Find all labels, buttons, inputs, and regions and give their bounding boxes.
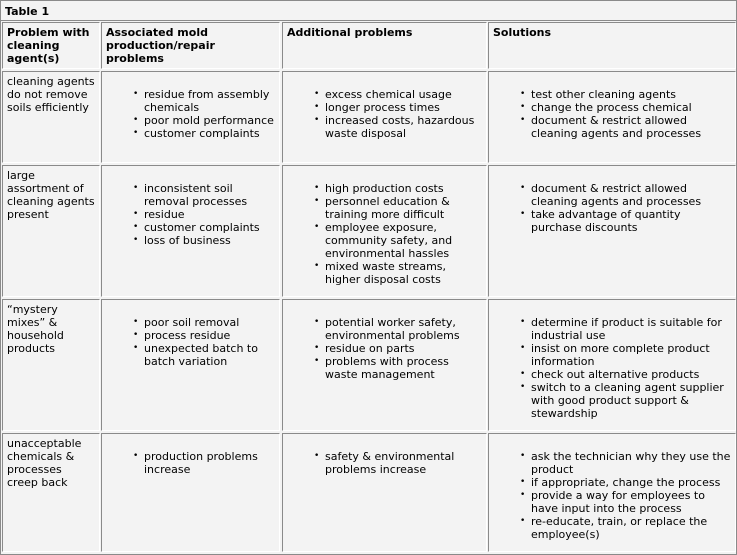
- list-item-text: potential worker safety, environmental problems: [325, 316, 460, 342]
- list-item: [493, 316, 731, 342]
- bullet-icon: •: [314, 451, 320, 461]
- bullet-icon: •: [133, 343, 139, 353]
- associated-cell: [101, 71, 280, 163]
- problem-cell: cleaning agents do not remove soils efficiently: [2, 71, 100, 163]
- additional-cell: [282, 165, 487, 297]
- list-item: [106, 221, 275, 234]
- list-item: [493, 515, 731, 541]
- list-item-text: provide a way for employees to have input into the process: [531, 489, 705, 515]
- problem-cell: unacceptable chemicals & processes creep back: [2, 433, 100, 552]
- list-item: [493, 489, 731, 515]
- bullet-icon: •: [133, 115, 139, 125]
- list-item: [106, 450, 275, 476]
- bullet-icon: •: [520, 115, 526, 125]
- list-item-text: loss of business: [144, 234, 231, 247]
- bullet-icon: •: [520, 382, 526, 392]
- list-item-text: insist on more complete product information: [531, 342, 710, 368]
- associated-cell: [101, 433, 280, 552]
- list-item: [287, 316, 482, 342]
- associated-list: [106, 169, 275, 247]
- header-problem: Problem with cleaning agent(s): [2, 22, 100, 69]
- additional-cell: [282, 433, 487, 552]
- bullet-icon: •: [520, 477, 526, 487]
- bullet-icon: •: [133, 317, 139, 327]
- list-item-text: document & restrict allowed cleaning agents and processes: [531, 114, 702, 140]
- associated-cell: [101, 299, 280, 431]
- bullet-icon: •: [314, 261, 320, 271]
- list-item: [106, 316, 275, 329]
- list-item-text: ask the technician why they use the product: [531, 450, 731, 476]
- list-item: [106, 182, 275, 208]
- list-item-text: re-educate, train, or replace the employee(s): [531, 515, 708, 541]
- bullet-icon: •: [133, 330, 139, 340]
- bullet-icon: •: [133, 183, 139, 193]
- solutions-cell: [488, 299, 736, 431]
- bullet-icon: •: [314, 222, 320, 232]
- list-item: [106, 88, 275, 114]
- list-item: [287, 101, 482, 114]
- list-item: [493, 114, 731, 140]
- table-caption: Table 1: [5, 5, 50, 18]
- solutions-cell: [488, 433, 736, 552]
- problem-cell: “mystery mixes” & household products: [2, 299, 100, 431]
- list-item: [287, 221, 482, 260]
- solutions-cell: [488, 165, 736, 297]
- header-associated: Associated mold production/repair problems: [101, 22, 280, 69]
- associated-list: [106, 303, 275, 368]
- bullet-icon: •: [314, 356, 320, 366]
- list-item: [493, 381, 731, 420]
- list-item-text: safety & environmental problems increase: [325, 450, 455, 476]
- bullet-icon: •: [133, 451, 139, 461]
- list-item: [287, 260, 482, 286]
- list-item: [493, 182, 731, 208]
- header-additional: Additional problems: [282, 22, 487, 69]
- list-item: [493, 208, 731, 234]
- solutions-list: [493, 75, 731, 140]
- header-solutions: Solutions: [488, 22, 736, 69]
- additional-list: [287, 303, 482, 381]
- solutions-list: [493, 303, 731, 420]
- additional-cell: [282, 299, 487, 431]
- list-item-text: switch to a cleaning agent supplier with good product support & stewardship: [531, 381, 724, 420]
- list-item-text: determine if product is suitable for industrial use: [531, 316, 722, 342]
- solutions-cell: [488, 71, 736, 163]
- problem-cell: large assortment of cleaning agents present: [2, 165, 100, 297]
- list-item: [106, 208, 275, 221]
- list-item-text: longer process times: [325, 101, 440, 114]
- bullet-icon: •: [520, 317, 526, 327]
- list-item: [493, 450, 731, 476]
- list-item-text: residue from assembly chemicals: [144, 88, 270, 114]
- list-item-text: unexpected batch to batch variation: [144, 342, 258, 368]
- bullet-icon: •: [520, 369, 526, 379]
- bullet-icon: •: [133, 128, 139, 138]
- solutions-list: [493, 437, 731, 541]
- list-item: [287, 182, 482, 195]
- list-item: [493, 88, 731, 101]
- bullet-icon: •: [314, 115, 320, 125]
- list-item-text: high production costs: [325, 182, 444, 195]
- list-item-text: residue on parts: [325, 342, 415, 355]
- bullet-icon: •: [520, 451, 526, 461]
- list-item-text: change the process chemical: [531, 101, 692, 114]
- list-item-text: customer complaints: [144, 221, 260, 234]
- bullet-icon: •: [133, 89, 139, 99]
- associated-cell: [101, 165, 280, 297]
- list-item: [287, 355, 482, 381]
- additional-list: [287, 75, 482, 140]
- list-item: [106, 234, 275, 247]
- bullet-icon: •: [314, 183, 320, 193]
- bullet-icon: •: [133, 235, 139, 245]
- bullet-icon: •: [133, 209, 139, 219]
- list-item: [493, 101, 731, 114]
- bullet-icon: •: [314, 317, 320, 327]
- list-item: [287, 342, 482, 355]
- list-item-text: take advantage of quantity purchase discounts: [531, 208, 681, 234]
- list-item-text: problems with process waste management: [325, 355, 449, 381]
- bullet-icon: •: [314, 89, 320, 99]
- list-item-text: mixed waste streams, higher disposal costs: [325, 260, 447, 286]
- list-item-text: check out alternative products: [531, 368, 700, 381]
- list-item-text: employee exposure, community safety, and environmental hassles: [325, 221, 453, 260]
- bullet-icon: •: [314, 196, 320, 206]
- list-item: [287, 88, 482, 101]
- list-item: [106, 114, 275, 127]
- bullet-icon: •: [520, 183, 526, 193]
- bullet-icon: •: [520, 209, 526, 219]
- bullet-icon: •: [314, 102, 320, 112]
- list-item: [493, 476, 731, 489]
- list-item-text: poor mold performance: [144, 114, 274, 127]
- list-item-text: customer complaints: [144, 127, 260, 140]
- bullet-icon: •: [133, 222, 139, 232]
- list-item-text: increased costs, hazardous waste disposal: [325, 114, 475, 140]
- list-item: [106, 329, 275, 342]
- additional-list: [287, 437, 482, 476]
- list-item-text: test other cleaning agents: [531, 88, 677, 101]
- associated-list: [106, 75, 275, 140]
- solutions-list: [493, 169, 731, 234]
- bullet-icon: •: [314, 343, 320, 353]
- bullet-icon: •: [520, 89, 526, 99]
- list-item-text: poor soil removal: [144, 316, 240, 329]
- list-item-text: if appropriate, change the process: [531, 476, 721, 489]
- list-item-text: production problems increase: [144, 450, 258, 476]
- list-item-text: personnel education & training more difficult: [325, 195, 450, 221]
- associated-list: [106, 437, 275, 476]
- bullet-icon: •: [520, 102, 526, 112]
- list-item: [106, 342, 275, 368]
- list-item: [106, 127, 275, 140]
- list-item-text: process residue: [144, 329, 231, 342]
- list-item-text: residue: [144, 208, 185, 221]
- list-item-text: inconsistent soil removal processes: [144, 182, 248, 208]
- list-item: [287, 195, 482, 221]
- list-item: [287, 114, 482, 140]
- list-item-text: excess chemical usage: [325, 88, 452, 101]
- caption-divider: [1, 20, 736, 21]
- list-item-text: document & restrict allowed cleaning agents and processes: [531, 182, 702, 208]
- bullet-icon: •: [520, 490, 526, 500]
- list-item: [287, 450, 482, 476]
- list-item: [493, 368, 731, 381]
- additional-list: [287, 169, 482, 286]
- list-item: [493, 342, 731, 368]
- additional-cell: [282, 71, 487, 163]
- bullet-icon: •: [520, 343, 526, 353]
- bullet-icon: •: [520, 516, 526, 526]
